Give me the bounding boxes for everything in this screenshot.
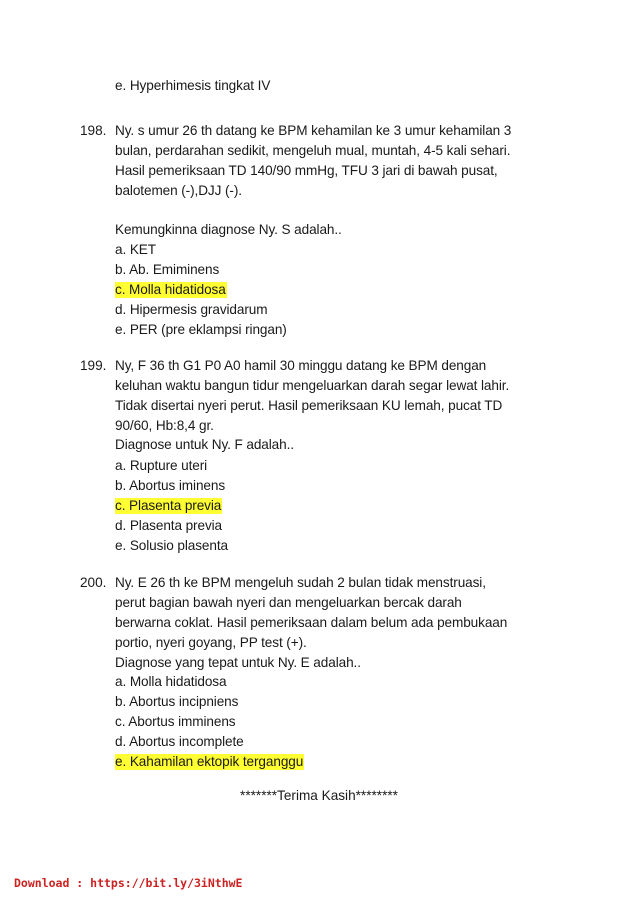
question-text-line: bulan, perdarahan sedikit, mengeluh mual, muntah, 4-5 kali sehari. — [115, 143, 511, 158]
closing-text: *******Terima Kasih******** — [240, 788, 398, 803]
answer-option: d. Abortus incomplete — [115, 734, 244, 749]
question-text-line: berwarna coklat. Hasil pemeriksaan dalam belum ada pembukaan — [115, 615, 508, 630]
answer-option-highlighted — [115, 280, 227, 300]
answer-option: b. Abortus iminens — [115, 478, 226, 493]
answer-option: a. Rupture uteri — [115, 458, 208, 473]
answer-option: d. Plasenta previa — [115, 518, 223, 533]
question-text-line: perut bagian bawah nyeri dan mengeluarkan bercak darah — [115, 595, 462, 610]
question-number: 199. — [80, 358, 107, 373]
answer-option: e. Solusio plasenta — [115, 538, 228, 553]
answer-option: c. Abortus imminens — [115, 714, 236, 729]
highlight: e. Kahamilan ektopik terganggu — [115, 754, 304, 769]
question-prompt: Diagnose yang tepat untuk Ny. E adalah.. — [115, 655, 361, 670]
download-link[interactable]: Download : https://bit.ly/3iNthwE — [14, 876, 243, 890]
answer-option: b. Ab. Emiminens — [115, 262, 220, 277]
highlight: c. Plasenta previa — [115, 498, 222, 513]
top-option: e. Hyperhimesis tingkat IV — [115, 78, 271, 93]
question-text-line: keluhan waktu bangun tidur mengeluarkan darah segar lewat lahir. — [115, 378, 510, 393]
question-text-line: Tidak disertai nyeri perut. Hasil pemeriksaan KU lemah, pucat TD — [115, 398, 503, 413]
question-text-line: balotemen (-),DJJ (-). — [115, 183, 242, 198]
answer-option: d. Hipermesis gravidarum — [115, 302, 268, 317]
question-text-line: Hasil pemeriksaan TD 140/90 mmHg, TFU 3 jari di bawah pusat, — [115, 163, 498, 178]
question-text-line: Ny, F 36 th G1 P0 A0 hamil 30 minggu datang ke BPM dengan — [115, 358, 487, 373]
answer-option-highlighted — [115, 752, 304, 772]
question-text-line: 90/60, Hb:8,4 gr. — [115, 418, 214, 433]
highlight: c. Molla hidatidosa — [115, 282, 226, 297]
question-prompt: Diagnose untuk Ny. F adalah.. — [115, 437, 294, 452]
answer-option-highlighted — [115, 496, 222, 516]
answer-option: e. PER (pre eklampsi ringan) — [115, 322, 287, 337]
question-number: 200. — [80, 575, 107, 590]
answer-option: a. Molla hidatidosa — [115, 674, 227, 689]
answer-option: b. Abortus incipniens — [115, 694, 239, 709]
question-text-line: portio, nyeri goyang, PP test (+). — [115, 635, 307, 650]
answer-option: a. KET — [115, 242, 156, 257]
question-number: 198. — [80, 123, 107, 138]
question-text-line: Ny. E 26 th ke BPM mengeluh sudah 2 bulan tidak menstruasi, — [115, 575, 486, 590]
question-prompt: Kemungkinna diagnose Ny. S adalah.. — [115, 222, 342, 237]
question-text-line: Ny. s umur 26 th datang ke BPM kehamilan ke 3 umur kehamilan 3 — [115, 123, 512, 138]
